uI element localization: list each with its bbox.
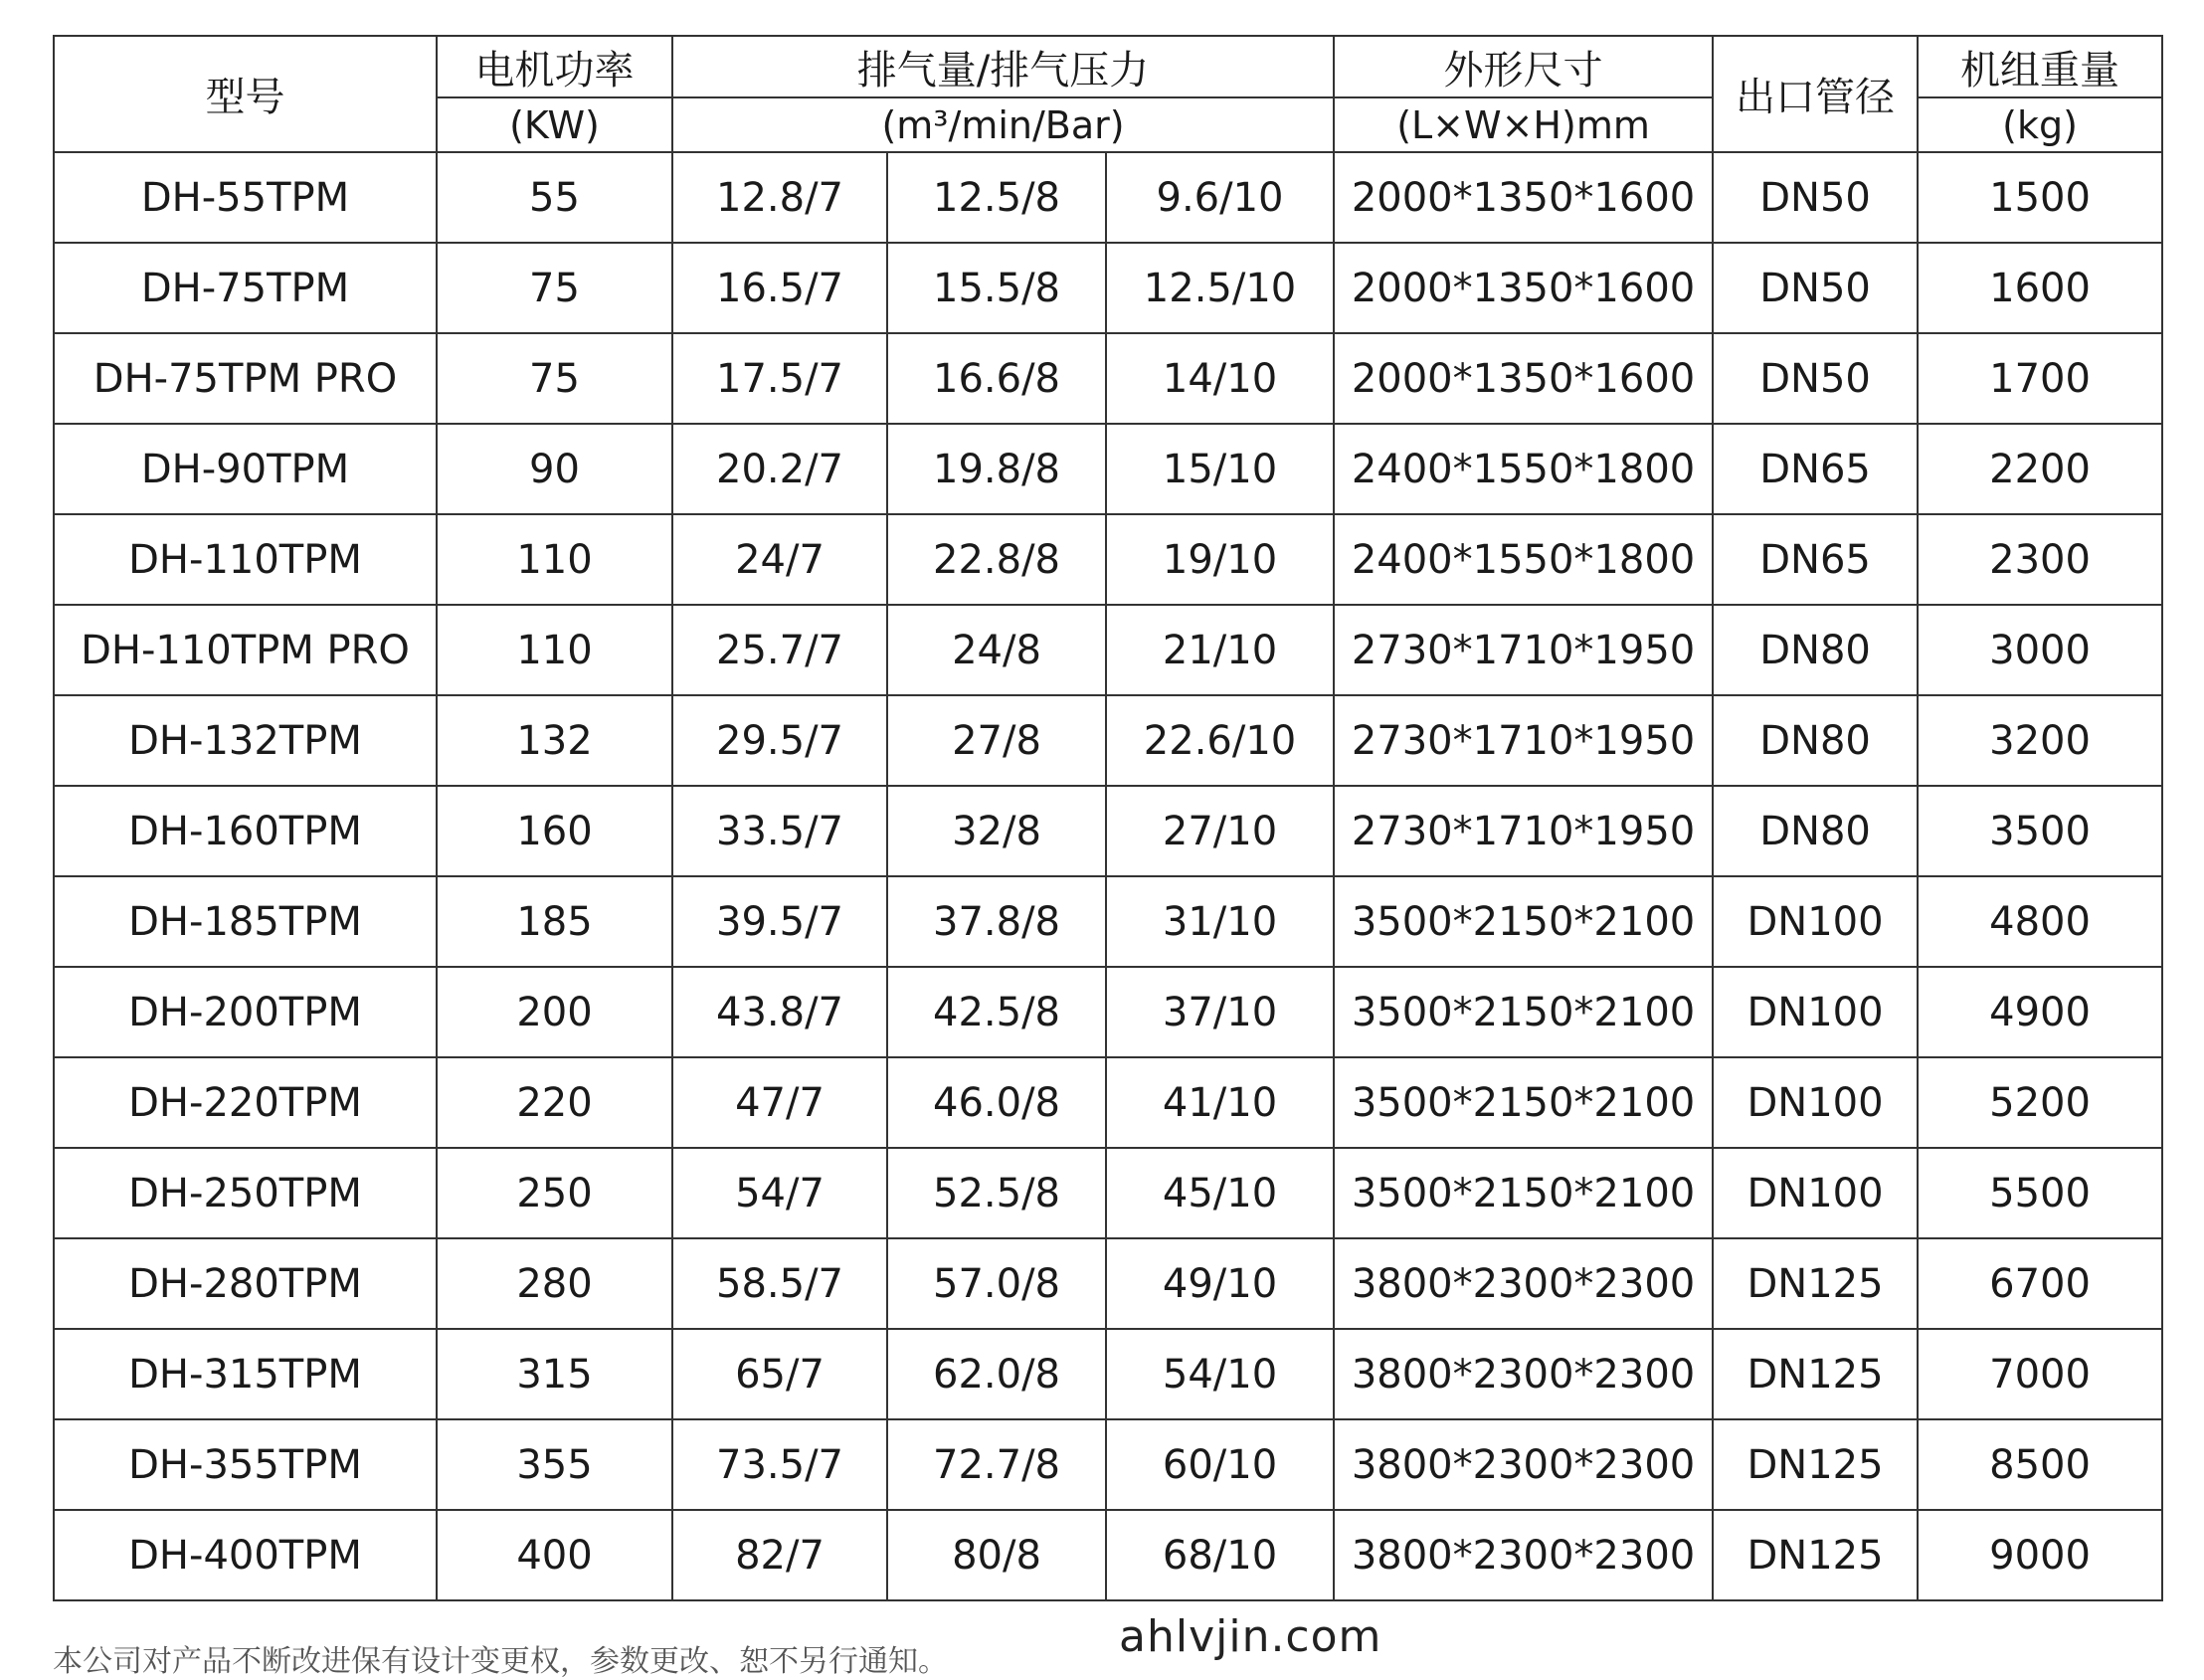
table-row: [54, 605, 2162, 695]
cell-air-7bar: 73.5/7: [672, 1419, 887, 1510]
table-row: [54, 243, 2162, 333]
cell-power: 110: [437, 605, 672, 695]
cell-power: 90: [437, 424, 672, 514]
table-row: [54, 1148, 2162, 1238]
cell-weight: 9000: [1918, 1510, 2162, 1600]
table-row: [54, 1057, 2162, 1148]
cell-air-7bar: 43.8/7: [672, 967, 887, 1057]
cell-dimensions: 3800*2300*2300: [1334, 1329, 1713, 1419]
cell-weight: 6700: [1918, 1238, 2162, 1329]
cell-dimensions: 2000*1350*1600: [1334, 243, 1713, 333]
cell-power: 250: [437, 1148, 672, 1238]
cell-air-7bar: 29.5/7: [672, 695, 887, 786]
cell-dimensions: 3500*2150*2100: [1334, 1057, 1713, 1148]
cell-outlet: DN100: [1713, 1057, 1918, 1148]
cell-power: 110: [437, 514, 672, 605]
cell-model: DH-132TPM: [54, 695, 437, 786]
cell-dimensions: 2730*1710*1950: [1334, 605, 1713, 695]
cell-air-10bar: 54/10: [1106, 1329, 1334, 1419]
table-row: [54, 333, 2162, 424]
cell-air-10bar: 15/10: [1106, 424, 1334, 514]
table-row: [54, 967, 2162, 1057]
cell-outlet: DN125: [1713, 1419, 1918, 1510]
cell-dimensions: 2000*1350*1600: [1334, 152, 1713, 243]
cell-power: 280: [437, 1238, 672, 1329]
cell-air-7bar: 82/7: [672, 1510, 887, 1600]
table-row: [54, 786, 2162, 876]
cell-power: 220: [437, 1057, 672, 1148]
cell-power: 185: [437, 876, 672, 967]
cell-air-10bar: 19/10: [1106, 514, 1334, 605]
header-model: 型号: [54, 36, 437, 152]
cell-outlet: DN65: [1713, 514, 1918, 605]
cell-outlet: DN80: [1713, 695, 1918, 786]
cell-air-10bar: 22.6/10: [1106, 695, 1334, 786]
cell-outlet: DN50: [1713, 152, 1918, 243]
cell-dimensions: 2730*1710*1950: [1334, 695, 1713, 786]
cell-air-8bar: 15.5/8: [887, 243, 1106, 333]
cell-air-10bar: 41/10: [1106, 1057, 1334, 1148]
cell-model: DH-55TPM: [54, 152, 437, 243]
cell-weight: 5200: [1918, 1057, 2162, 1148]
cell-model: DH-400TPM: [54, 1510, 437, 1600]
cell-air-7bar: 25.7/7: [672, 605, 887, 695]
cell-power: 160: [437, 786, 672, 876]
cell-weight: 1500: [1918, 152, 2162, 243]
header-air: 排气量/排气压力: [672, 36, 1334, 97]
cell-outlet: DN125: [1713, 1238, 1918, 1329]
cell-weight: 2300: [1918, 514, 2162, 605]
cell-air-7bar: 65/7: [672, 1329, 887, 1419]
cell-air-10bar: 60/10: [1106, 1419, 1334, 1510]
cell-dimensions: 3500*2150*2100: [1334, 1148, 1713, 1238]
cell-power: 200: [437, 967, 672, 1057]
cell-air-10bar: 68/10: [1106, 1510, 1334, 1600]
table-header: [54, 36, 2162, 152]
header-outlet: 出口管径: [1713, 36, 1918, 152]
cell-model: DH-160TPM: [54, 786, 437, 876]
cell-air-8bar: 42.5/8: [887, 967, 1106, 1057]
cell-power: 132: [437, 695, 672, 786]
cell-model: DH-110TPM PRO: [54, 605, 437, 695]
cell-weight: 3000: [1918, 605, 2162, 695]
table-row: [54, 152, 2162, 243]
cell-air-10bar: 27/10: [1106, 786, 1334, 876]
cell-outlet: DN100: [1713, 967, 1918, 1057]
cell-model: DH-75TPM: [54, 243, 437, 333]
cell-air-7bar: 54/7: [672, 1148, 887, 1238]
cell-outlet: DN125: [1713, 1329, 1918, 1419]
cell-weight: 4900: [1918, 967, 2162, 1057]
cell-weight: 1600: [1918, 243, 2162, 333]
cell-air-7bar: 58.5/7: [672, 1238, 887, 1329]
cell-air-8bar: 62.0/8: [887, 1329, 1106, 1419]
cell-air-10bar: 12.5/10: [1106, 243, 1334, 333]
cell-air-7bar: 47/7: [672, 1057, 887, 1148]
cell-air-7bar: 24/7: [672, 514, 887, 605]
cell-air-10bar: 9.6/10: [1106, 152, 1334, 243]
cell-power: 55: [437, 152, 672, 243]
cell-outlet: DN125: [1713, 1510, 1918, 1600]
cell-weight: 1700: [1918, 333, 2162, 424]
cell-air-8bar: 19.8/8: [887, 424, 1106, 514]
cell-air-10bar: 21/10: [1106, 605, 1334, 695]
cell-air-10bar: 31/10: [1106, 876, 1334, 967]
cell-dimensions: 2000*1350*1600: [1334, 333, 1713, 424]
header-weight: 机组重量: [1918, 36, 2162, 97]
table-row: [54, 1329, 2162, 1419]
cell-dimensions: 3800*2300*2300: [1334, 1419, 1713, 1510]
cell-weight: 3200: [1918, 695, 2162, 786]
cell-dimensions: 2730*1710*1950: [1334, 786, 1713, 876]
cell-dimensions: 3800*2300*2300: [1334, 1510, 1713, 1600]
cell-weight: 2200: [1918, 424, 2162, 514]
cell-power: 355: [437, 1419, 672, 1510]
cell-outlet: DN80: [1713, 786, 1918, 876]
header-weight-unit: (kg): [1918, 97, 2162, 152]
cell-weight: 8500: [1918, 1419, 2162, 1510]
header-dims: 外形尺寸: [1334, 36, 1713, 97]
header-dims-unit: (L×W×H)mm: [1334, 97, 1713, 152]
cell-air-8bar: 27/8: [887, 695, 1106, 786]
cell-air-7bar: 20.2/7: [672, 424, 887, 514]
cell-weight: 7000: [1918, 1329, 2162, 1419]
cell-outlet: DN65: [1713, 424, 1918, 514]
table-row: [54, 695, 2162, 786]
cell-air-10bar: 45/10: [1106, 1148, 1334, 1238]
cell-power: 315: [437, 1329, 672, 1419]
table-body: [54, 152, 2162, 1600]
cell-dimensions: 3500*2150*2100: [1334, 967, 1713, 1057]
table-row: [54, 1238, 2162, 1329]
cell-model: DH-250TPM: [54, 1148, 437, 1238]
cell-weight: 3500: [1918, 786, 2162, 876]
cell-model: DH-110TPM: [54, 514, 437, 605]
disclaimer-note: 本公司对产品不断改进保有设计变更权，参数更改、恕不另行通知。: [53, 1644, 948, 1679]
cell-weight: 5500: [1918, 1148, 2162, 1238]
cell-air-8bar: 16.6/8: [887, 333, 1106, 424]
cell-model: DH-75TPM PRO: [54, 333, 437, 424]
cell-model: DH-220TPM: [54, 1057, 437, 1148]
table-row: [54, 1419, 2162, 1510]
table-row: [54, 424, 2162, 514]
cell-air-8bar: 22.8/8: [887, 514, 1106, 605]
cell-outlet: DN50: [1713, 333, 1918, 424]
header-air-unit: (m³/min/Bar): [672, 97, 1334, 152]
cell-air-10bar: 49/10: [1106, 1238, 1334, 1329]
cell-outlet: DN80: [1713, 605, 1918, 695]
cell-model: DH-200TPM: [54, 967, 437, 1057]
website-watermark: ahlvjin.com: [1119, 1611, 1382, 1662]
cell-air-10bar: 14/10: [1106, 333, 1334, 424]
cell-air-8bar: 24/8: [887, 605, 1106, 695]
cell-air-7bar: 33.5/7: [672, 786, 887, 876]
cell-air-8bar: 12.5/8: [887, 152, 1106, 243]
cell-model: DH-315TPM: [54, 1329, 437, 1419]
cell-weight: 4800: [1918, 876, 2162, 967]
header-power-unit: (KW): [437, 97, 672, 152]
cell-air-8bar: 72.7/8: [887, 1419, 1106, 1510]
cell-power: 400: [437, 1510, 672, 1600]
cell-air-8bar: 80/8: [887, 1510, 1106, 1600]
cell-power: 75: [437, 333, 672, 424]
cell-model: DH-185TPM: [54, 876, 437, 967]
cell-dimensions: 3800*2300*2300: [1334, 1238, 1713, 1329]
cell-air-8bar: 52.5/8: [887, 1148, 1106, 1238]
cell-air-7bar: 39.5/7: [672, 876, 887, 967]
table-row: [54, 514, 2162, 605]
cell-air-8bar: 32/8: [887, 786, 1106, 876]
table-row: [54, 876, 2162, 967]
cell-dimensions: 2400*1550*1800: [1334, 424, 1713, 514]
cell-air-7bar: 12.8/7: [672, 152, 887, 243]
cell-air-7bar: 17.5/7: [672, 333, 887, 424]
cell-model: DH-280TPM: [54, 1238, 437, 1329]
cell-outlet: DN100: [1713, 1148, 1918, 1238]
cell-dimensions: 3500*2150*2100: [1334, 876, 1713, 967]
cell-power: 75: [437, 243, 672, 333]
cell-model: DH-90TPM: [54, 424, 437, 514]
cell-air-7bar: 16.5/7: [672, 243, 887, 333]
cell-outlet: DN100: [1713, 876, 1918, 967]
cell-air-8bar: 57.0/8: [887, 1238, 1106, 1329]
cell-air-10bar: 37/10: [1106, 967, 1334, 1057]
cell-air-8bar: 46.0/8: [887, 1057, 1106, 1148]
header-power: 电机功率: [437, 36, 672, 97]
table-row: [54, 1510, 2162, 1600]
spec-table: [53, 35, 2163, 1601]
cell-outlet: DN50: [1713, 243, 1918, 333]
cell-model: DH-355TPM: [54, 1419, 437, 1510]
cell-dimensions: 2400*1550*1800: [1334, 514, 1713, 605]
cell-air-8bar: 37.8/8: [887, 876, 1106, 967]
